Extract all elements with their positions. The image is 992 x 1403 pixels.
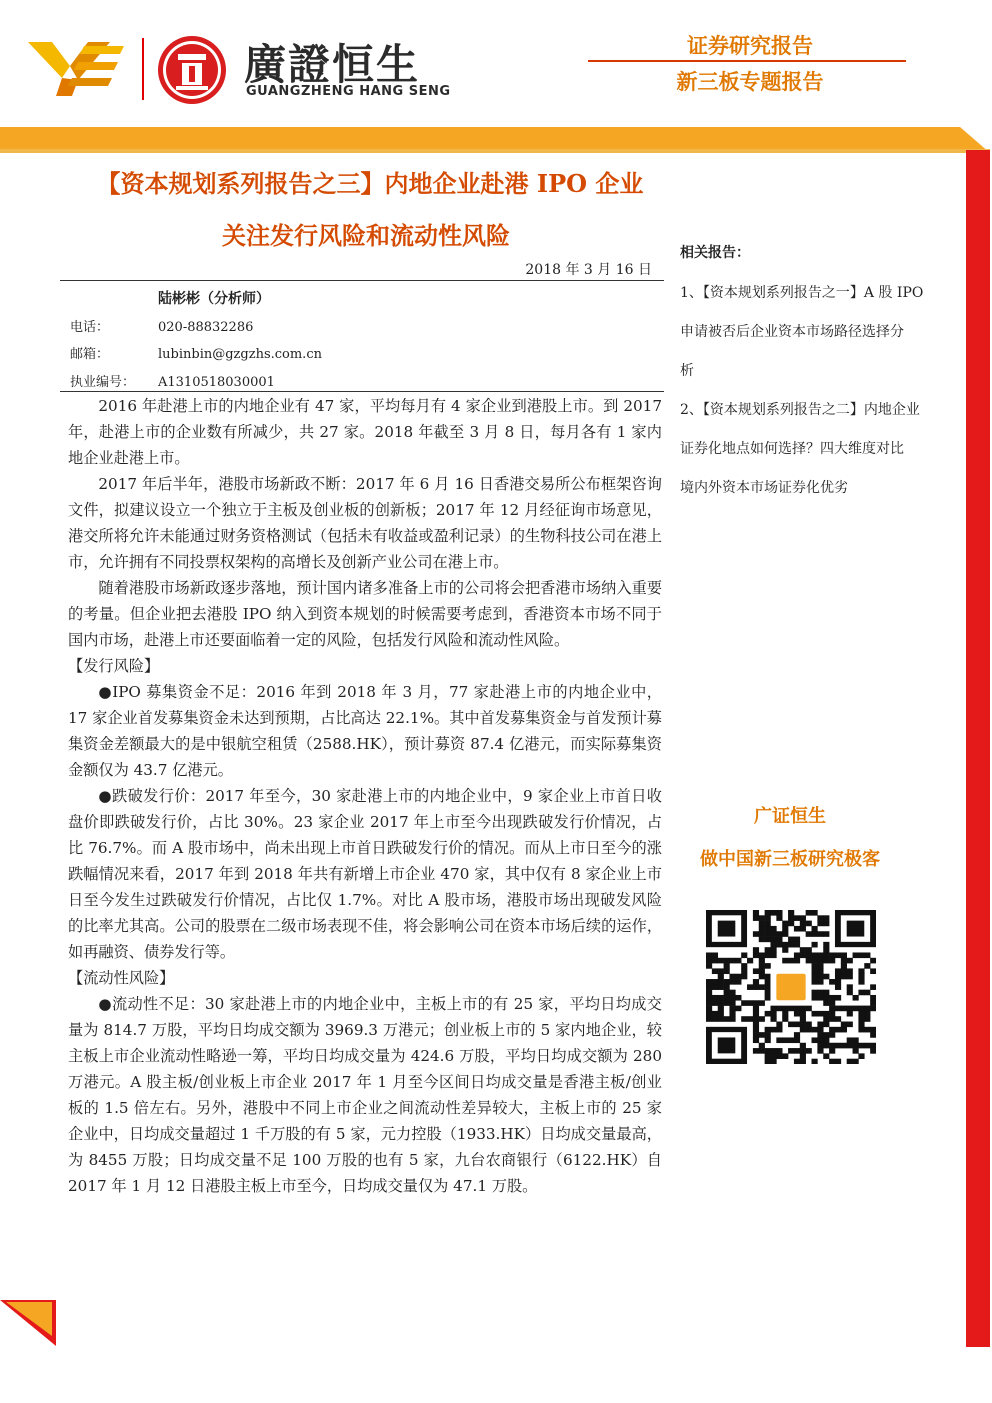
related-reports-title: 相关报告： — [680, 245, 750, 261]
phone-row — [70, 316, 253, 335]
related-report-line[interactable]: 析 — [680, 363, 694, 379]
body-paragraph: ●IPO 募集资金不足：2016 年到 2018 年 3 月，77 家赴港上市的内地企业中，17 家企业首发募集资金未达到预期，占比高达 22.1%。其中首发募集资金与首发预计募集资金差额最大的是中银航空租赁（2588.HK），预计募资 87.4 亿港元，而实际募集资金额仅为 43.7 亿港元。 — [68, 683, 662, 779]
related-report-line[interactable]: 境内外资本市场证券化优劣 — [680, 480, 848, 496]
report-title-line2: 关注发行风险和流动性风险 — [222, 221, 510, 250]
analyst-rule — [60, 391, 664, 392]
promo-brand: 广证恒生 — [754, 806, 826, 827]
body-paragraph: ●流动性不足：30 家赴港上市的内地企业中，主板上市的有 25 家，平均日均成交量为 814.7 万股，平均日均成交额为 3969.3 万港元；创业板上市的 5 家内地企业，较主板上市企业流动性略逊一筹，平均日均成交量为 424.6 万股，平均日均成交额为 280 万港元。A 股主板/创业板上市企业 2017 年 1 月至今区间日均成交量是香港主板/创业板的 1.5 倍左右。另外，港股中不同上市企业之间流动性差异较大，主板上市的 25 家企业中，日均成交量超过 1 千万股的有 5 家，元力控股（1933.HK）日均成交量最高，为 8455 万股；日均成交量不足 100 万股的也有 5 家，九台农商银行（6122.HK）自 2017 年 1 月 12 日港股主板上市至今，日均成交量仅为 47.1 万股。 — [68, 995, 662, 1195]
report-type-divider — [588, 60, 906, 62]
header-orange-band — [0, 127, 992, 153]
qr-code-icon[interactable] — [706, 910, 876, 1064]
right-red-bar — [966, 150, 990, 1347]
related-report-line[interactable]: 申请被否后企业资本市场路径选择分 — [680, 324, 904, 340]
body-paragraph: 2017 年后半年，港股市场新政不断：2017 年 6 月 16 日香港交易所公布框架咨询文件，拟建议设立一个独立于主板及创业板的创新板；2017 年 12 月经征询市场意见，港交所将允许未能通过财务资格测试（包括未有收益或盈利记录）的生物科技公司在港上市，允许拥有不同投票权架构的高增长及创新产业公司在港上市。 — [68, 475, 662, 571]
license-row — [70, 371, 275, 390]
related-report-line[interactable]: 2、【资本规划系列报告之二】内地企业 — [680, 402, 920, 418]
body-paragraph: ●跌破发行价：2017 年至今，30 家赴港上市的内地企业中，9 家企业上市首日收盘价即跌破发行价，占比 30%。23 家企业 2017 年上市至今出现跌破发行价情况，占比 76.7%。而 A 股市场中，尚未出现上市首日跌破发行价的情况。而从上市日至今的涨跌幅情况来看，2017 年到 2018 年共有新增上市企业 470 家，其中仅有 8 家企业上市日至今发生过跌破发行价情况，占比仅 1.7%。对比 A 股市场，港股市场出现破发风险的比率尤其高。公司的股票在二级市场表现不佳，将会影响公司在资本市场后续的运作，如再融资、债券发行等。 — [68, 787, 662, 961]
report-title-line1: 【资本规划系列报告之三】内地企业赴港 IPO 企业 — [96, 169, 644, 198]
license-label: 执业编号： — [70, 375, 136, 390]
related-report-line[interactable]: 1、【资本规划系列报告之一】A 股 IPO — [680, 285, 924, 301]
email-label: 邮箱： — [70, 347, 110, 362]
report-type: 证券研究报告 — [687, 34, 813, 58]
phone-label: 电话： — [70, 320, 110, 335]
email-row — [70, 343, 322, 362]
company-logo-ye — [28, 40, 126, 98]
body-paragraph: 2016 年赴港上市的内地企业有 47 家，平均每月有 4 家企业到港股上市。到 2017 年，赴港上市的企业数有所减少，共 27 家。2018 年截至 3 月 8 日，每月各有 1 家内地企业赴港上市。 — [68, 397, 662, 467]
seal-logo — [156, 34, 228, 106]
logo-divider — [142, 38, 144, 100]
brand-name-cn: 廣證恒生 — [244, 40, 421, 89]
corner-triangle — [0, 1300, 56, 1346]
title-rule — [60, 280, 664, 281]
report-date: 2018 年 3 月 16 日 — [525, 262, 652, 278]
brand-name-en: GUANGZHENG HANG SENG — [246, 84, 451, 99]
analyst-name: 陆彬彬（分析师） — [158, 291, 270, 307]
report-subtype: 新三板专题报告 — [676, 70, 824, 94]
body-paragraph: 随着港股市场新政逐步落地，预计国内诸多准备上市的公司将会把香港市场纳入重要的考量。但企业把去港股 IPO 纳入到资本规划的时候需要考虑到，香港资本市场不同于国内市场，赴港上市还要面临着一定的风险，包括发行风险和流动性风险。 — [68, 579, 662, 649]
email-value: lubinbin@gzgzhs.com.cn — [158, 347, 322, 362]
related-report-line[interactable]: 证券化地点如何选择？四大维度对比 — [680, 441, 904, 457]
license-value: A1310518030001 — [158, 375, 275, 390]
promo-slogan: 做中国新三板研究极客 — [700, 849, 880, 870]
report-body — [68, 393, 662, 1199]
section-heading-issue-risk: 【发行风险】 — [68, 657, 160, 675]
phone-value: 020-88832286 — [158, 320, 254, 335]
related-reports-list — [680, 274, 962, 508]
section-heading-liquidity-risk: 【流动性风险】 — [68, 969, 175, 987]
